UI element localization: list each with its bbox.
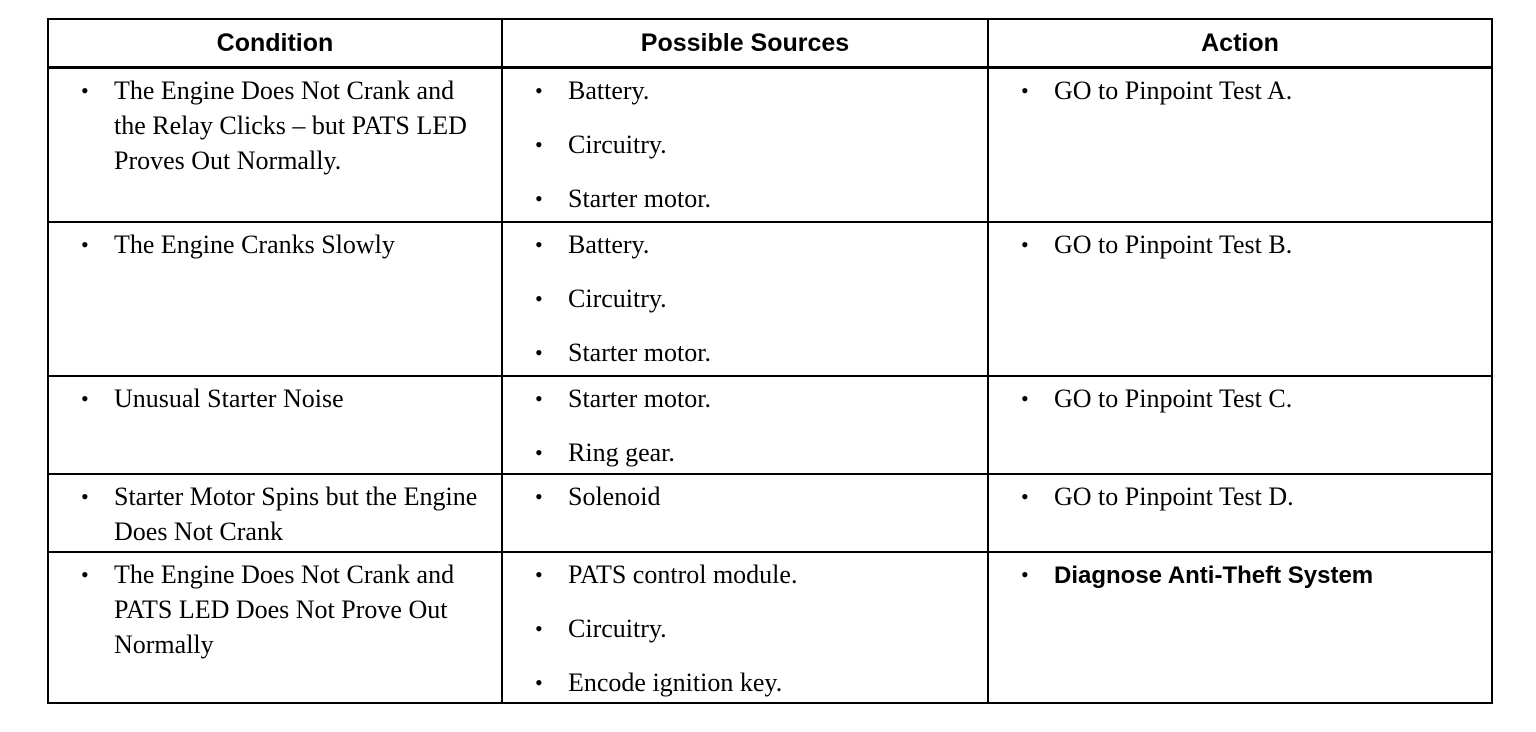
list-item xyxy=(535,557,977,592)
bullet-icon: • xyxy=(535,484,543,509)
bullet-icon: • xyxy=(535,340,543,365)
list-item xyxy=(535,479,977,514)
source-text: Starter motor. xyxy=(568,338,711,367)
table-row xyxy=(49,68,1491,223)
list-item xyxy=(81,479,491,549)
table-row xyxy=(49,552,1491,702)
bullet-icon: • xyxy=(81,386,89,411)
condition-cell xyxy=(49,68,502,223)
source-text: Circuitry. xyxy=(568,614,667,643)
header-action: Action xyxy=(988,20,1491,68)
sources-cell xyxy=(502,68,988,223)
header-possible-sources: Possible Sources xyxy=(502,20,988,68)
list-item xyxy=(535,181,977,216)
bullet-icon: • xyxy=(1021,232,1029,257)
list-item xyxy=(535,281,977,316)
condition-text: The Engine Cranks Slowly xyxy=(114,230,395,259)
condition-cell xyxy=(49,552,502,702)
header-condition: Condition xyxy=(49,20,502,68)
list-item xyxy=(81,381,491,416)
source-text: Battery. xyxy=(568,230,650,259)
bullet-icon: • xyxy=(81,232,89,257)
list-item xyxy=(535,227,977,262)
list-item xyxy=(81,557,491,662)
list-item xyxy=(1021,227,1481,262)
condition-text: The Engine Does Not Crank and PATS LED Does Not Prove Out Normally xyxy=(114,560,455,659)
list-item xyxy=(81,227,491,262)
sources-cell xyxy=(502,552,988,702)
action-cell xyxy=(988,222,1491,376)
action-cell xyxy=(988,376,1491,474)
condition-cell xyxy=(49,376,502,474)
source-text: Encode ignition key. xyxy=(568,668,783,697)
bullet-icon: • xyxy=(81,484,89,509)
action-cell xyxy=(988,552,1491,702)
condition-text: Unusual Starter Noise xyxy=(114,384,344,413)
list-item xyxy=(1021,73,1481,108)
bullet-icon: • xyxy=(1021,386,1029,411)
condition-text: The Engine Does Not Crank and the Relay Clicks – but PATS LED Proves Out Normally. xyxy=(114,76,467,175)
bullet-icon: • xyxy=(81,78,89,103)
action-text: GO to Pinpoint Test C. xyxy=(1054,384,1293,413)
bullet-icon: • xyxy=(535,132,543,157)
list-item xyxy=(1021,557,1481,593)
source-text: Solenoid xyxy=(568,482,661,511)
list-item xyxy=(1021,381,1481,416)
source-text: Starter motor. xyxy=(568,384,711,413)
bullet-icon: • xyxy=(535,440,543,465)
source-text: Ring gear. xyxy=(568,438,675,467)
source-text: Circuitry. xyxy=(568,284,667,313)
list-item xyxy=(1021,479,1481,514)
condition-cell xyxy=(49,222,502,376)
source-text: PATS control module. xyxy=(568,560,798,589)
bullet-icon: • xyxy=(81,562,89,587)
sources-cell xyxy=(502,376,988,474)
table-row xyxy=(49,474,1491,552)
action-text: Diagnose Anti-Theft System xyxy=(1054,562,1374,589)
sources-cell xyxy=(502,474,988,552)
list-item xyxy=(81,73,491,178)
bullet-icon: • xyxy=(535,562,543,587)
table-header-row xyxy=(49,20,1491,68)
condition-cell xyxy=(49,474,502,552)
bullet-icon: • xyxy=(535,78,543,103)
bullet-icon: • xyxy=(535,386,543,411)
action-cell xyxy=(988,68,1491,223)
list-item xyxy=(535,665,977,700)
bullet-icon: • xyxy=(1021,78,1029,103)
diagnosis-table-container xyxy=(47,18,1493,704)
action-cell xyxy=(988,474,1491,552)
table-row xyxy=(49,222,1491,376)
table-row xyxy=(49,376,1491,474)
source-text: Battery. xyxy=(568,76,650,105)
list-item xyxy=(535,435,977,470)
action-text: GO to Pinpoint Test A. xyxy=(1054,76,1293,105)
diagnosis-table xyxy=(49,20,1491,702)
list-item xyxy=(535,73,977,108)
list-item xyxy=(535,127,977,162)
bullet-icon: • xyxy=(535,670,543,695)
condition-text: Starter Motor Spins but the Engine Does Not Crank xyxy=(114,482,478,546)
bullet-icon: • xyxy=(535,286,543,311)
bullet-icon: • xyxy=(1021,484,1029,509)
bullet-icon: • xyxy=(535,616,543,641)
bullet-icon: • xyxy=(1021,562,1029,587)
list-item xyxy=(535,381,977,416)
bullet-icon: • xyxy=(535,232,543,257)
action-text: GO to Pinpoint Test D. xyxy=(1054,482,1294,511)
sources-cell xyxy=(502,222,988,376)
source-text: Starter motor. xyxy=(568,184,711,213)
action-text: GO to Pinpoint Test B. xyxy=(1054,230,1293,259)
list-item xyxy=(535,335,977,370)
bullet-icon: • xyxy=(535,186,543,211)
source-text: Circuitry. xyxy=(568,130,667,159)
list-item xyxy=(535,611,977,646)
